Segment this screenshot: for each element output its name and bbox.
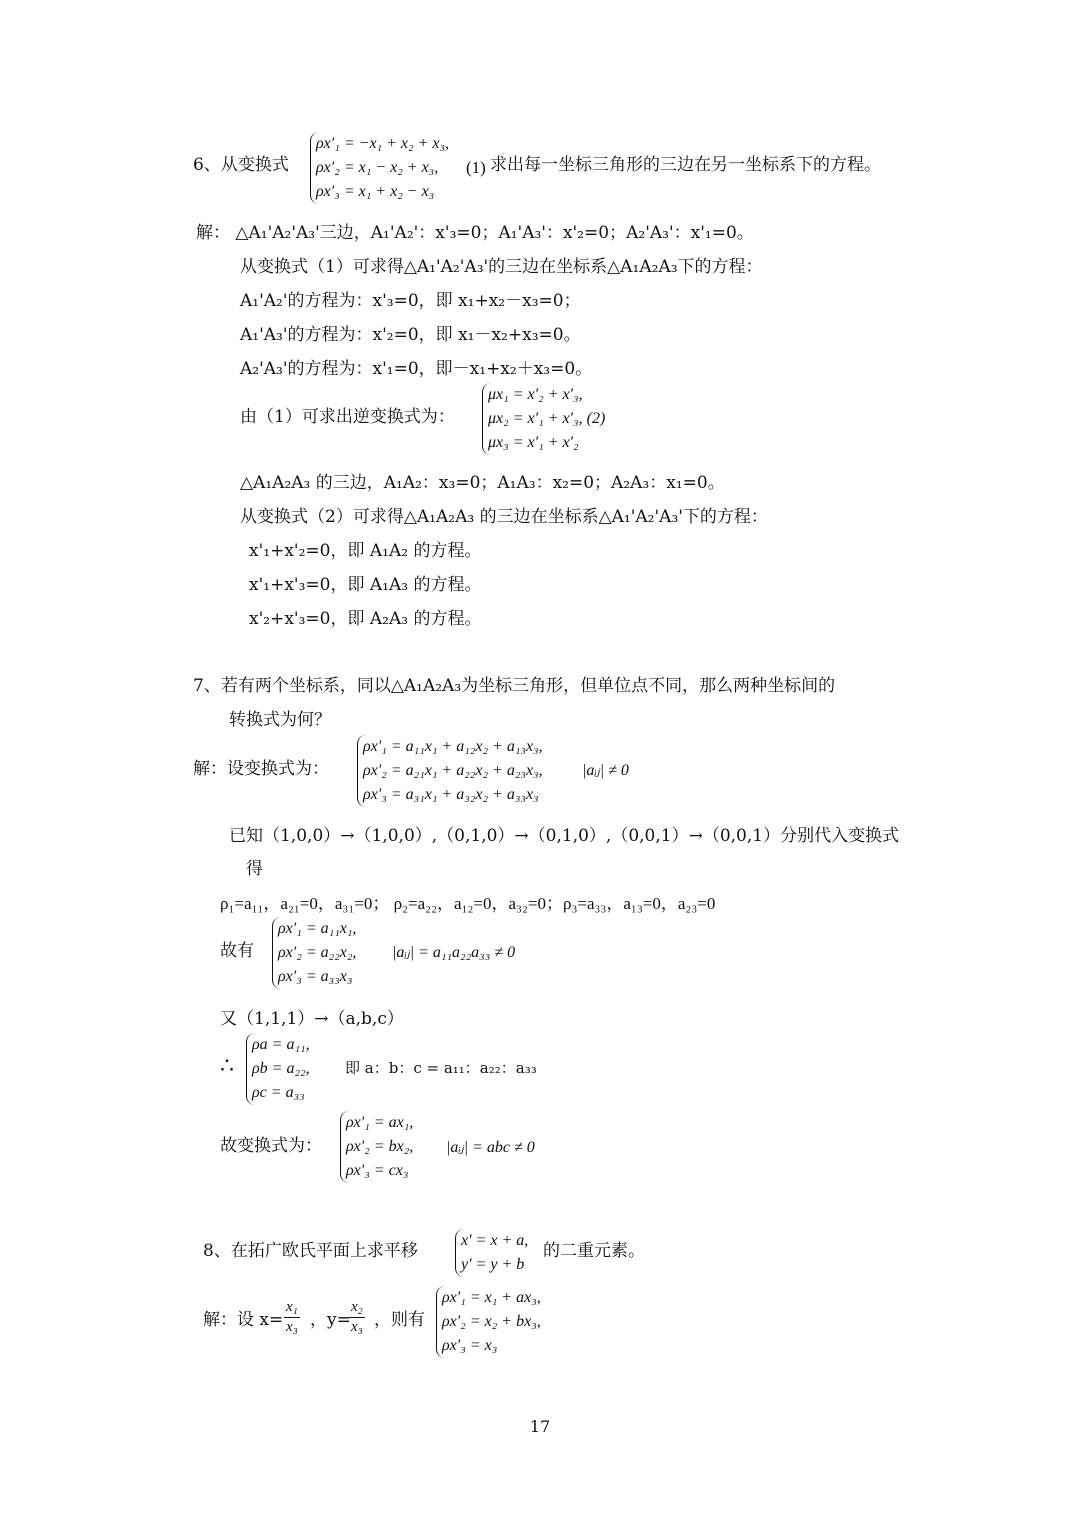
p6-sol-1: 解： △A₁'A₂'A₃'三边，A₁'A₂'：x'₃=0；A₁'A₃'：x'₂=0；A₂'A₃'：x'₁=0。 [196, 223, 754, 243]
p7-final-eq1: ρx′₁ = ax₁, [346, 1114, 414, 1131]
p8-suffix: 的二重元素。 [543, 1241, 645, 1261]
p6-sol-9: x'₁+x'₃=0，即 A₁A₃ 的方程。 [249, 575, 482, 595]
p7-sol-label: 解：设变换式为： [193, 759, 329, 779]
p6-eq2: ρx′₂ = x₁ − x₂ + x₃, [316, 159, 439, 176]
p6-inv-eq2: μx₂ = x′₁ + x′₃, (2) [488, 410, 606, 427]
p7-gu-label: 故有 [220, 941, 254, 961]
p8-eq2: y′ = y + b [461, 1256, 525, 1273]
p6-sol-3: A₁'A₂'的方程为：x'₃=0，即 x₁+x₂－x₃=0； [240, 291, 581, 311]
p7-final-eq3: ρx′₃ = cx₃ [346, 1162, 409, 1179]
p8-sol-label: 解：设 x= [203, 1310, 284, 1330]
p7-rho-line: ρ₁=a₁₁，a₂₁=0，a₃₁=0； ρ₂=a₂₂，a₁₂=0，a₃₂=0；ρ₃=a₃₃，a₁₃=0，a₂₃=0 [220, 894, 716, 913]
p7-gu-system [272, 917, 356, 989]
p7-eq1: ρx′₁ = a₁₁x₁ + a₁₂x₂ + a₁₃x₃, [363, 738, 543, 755]
p7-gu-det: |aᵢⱼ| = a₁₁a₂₂a₃₃ ≠ 0 [392, 944, 516, 961]
p7-abc-eq1: ρa = a₁₁, [252, 1036, 310, 1053]
p7-gu-eq1: ρx′₁ = a₁₁x₁, [278, 920, 357, 937]
p7-abc-eq2: ρb = a₂₂, [252, 1060, 310, 1077]
p7-system [357, 735, 543, 807]
p6-inv-eq3: μx₃ = x′₁ + x′₂ [488, 434, 579, 451]
page-number: 17 [529, 1417, 551, 1436]
p7-question-2: 转换式为何？ [229, 710, 331, 730]
p6-eq1: ρx′₁ = −x₁ + x₂ + x₃, [316, 135, 450, 152]
p7-det: |aᵢⱼ| ≠ 0 [582, 762, 629, 779]
p7-final-eq2: ρx′₂ = bx₂, [346, 1138, 414, 1155]
p8-label: 8、在拓广欧氏平面上求平移 [203, 1241, 418, 1261]
p8-frac-2 [349, 1298, 365, 1337]
p7-eq3: ρx′₃ = a₃₁x₁ + a₃₂x₂ + a₃₃x₃ [363, 786, 539, 803]
p7-final-system [340, 1111, 413, 1183]
p7-abc-eq3: ρc = a₃₃ [252, 1084, 305, 1101]
p6-sol-5: A₂'A₃'的方程为：x'₁=0，即－x₁+x₂＋x₃=0。 [240, 359, 593, 379]
p8-sys2-eq1: ρx′₁ = x₁ + ax₃, [442, 1289, 541, 1306]
p7-gu-eq3: ρx′₃ = a₃₃x₃ [278, 968, 353, 985]
p8-mid: ，y= [310, 1310, 351, 1330]
p6-sol-8: x'₁+x'₂=0，即 A₁A₂ 的方程。 [249, 541, 482, 561]
p7-question-1: 7、若有两个坐标系，同以△A₁A₂A₃为坐标三角形，但单位点不同，那么两种坐标间的 [193, 676, 836, 696]
p7-final-det: |aᵢⱼ| = abc ≠ 0 [446, 1139, 535, 1156]
p6-question: 求出每一坐标三角形的三边在另一坐标系下的方程。 [490, 155, 881, 175]
p8-frac-1-den: x₃ [286, 1319, 298, 1335]
p8-sys2-eq2: ρx′₂ = x₂ + bx₃, [442, 1313, 541, 1330]
p7-known-1: 已知（1,0,0）→（1,0,0）,（0,1,0）→（0,1,0）,（0,0,1）→（0,0,1）分别代入变换式 [229, 826, 900, 846]
p6-sol-2: 从变换式（1）可求得△A₁'A₂'A₃'的三边在坐标系△A₁A₂A₃下的方程： [240, 257, 763, 277]
p6-inverse-label: 由（1）可求出逆变换式为： [240, 407, 455, 427]
p7-you-line: 又（1,1,1）→（a,b,c） [220, 1009, 404, 1029]
p8-frac-1 [284, 1298, 300, 1337]
p6-sol-10: x'₂+x'₃=0，即 A₂A₃ 的方程。 [249, 609, 482, 629]
p8-system-2 [436, 1286, 541, 1358]
p7-ratio: 即 a：b：c = a₁₁：a₂₂：a₃₃ [345, 1059, 537, 1077]
p7-therefore: ∴ [220, 1054, 234, 1079]
p7-known-2: 得 [246, 859, 263, 879]
p6-sol-6: △A₁A₂A₃ 的三边，A₁A₂：x₃=0；A₁A₃：x₂=0；A₂A₃：x₁=0。 [240, 473, 725, 493]
p8-eq1: x′ = x + a, [461, 1232, 529, 1249]
p6-inverse-system [482, 383, 605, 455]
p6-inv-eq1: μx₁ = x′₂ + x′₃, [488, 386, 583, 403]
p6-eq3: ρx′₃ = x₁ + x₂ − x₃ [316, 183, 435, 200]
p8-frac-2-den: x₃ [351, 1319, 363, 1335]
p6-sol-7: 从变换式（2）可求得△A₁A₂A₃ 的三边在坐标系△A₁'A₂'A₃'下的方程： [240, 507, 768, 527]
p7-final-label: 故变换式为： [220, 1136, 322, 1156]
p8-frac-2-num: x₂ [349, 1298, 365, 1318]
p6-label: 6、从变换式 [193, 155, 289, 175]
p6-tag: (1) [466, 158, 486, 177]
p7-abc-system [246, 1033, 310, 1105]
p8-system [455, 1229, 528, 1277]
p8-frac-1-num: x₁ [284, 1298, 300, 1318]
p8-then: ，则有 [374, 1310, 425, 1330]
p6-system [310, 132, 449, 204]
p6-sol-4: A₁'A₃'的方程为：x'₂=0，即 x₁－x₂+x₃=0。 [240, 325, 581, 345]
p7-gu-eq2: ρx′₂ = a₂₂x₂, [278, 944, 357, 961]
p8-sys2-eq3: ρx′₃ = x₃ [442, 1337, 498, 1354]
p7-eq2: ρx′₂ = a₂₁x₁ + a₂₂x₂ + a₂₃x₃, [363, 762, 543, 779]
